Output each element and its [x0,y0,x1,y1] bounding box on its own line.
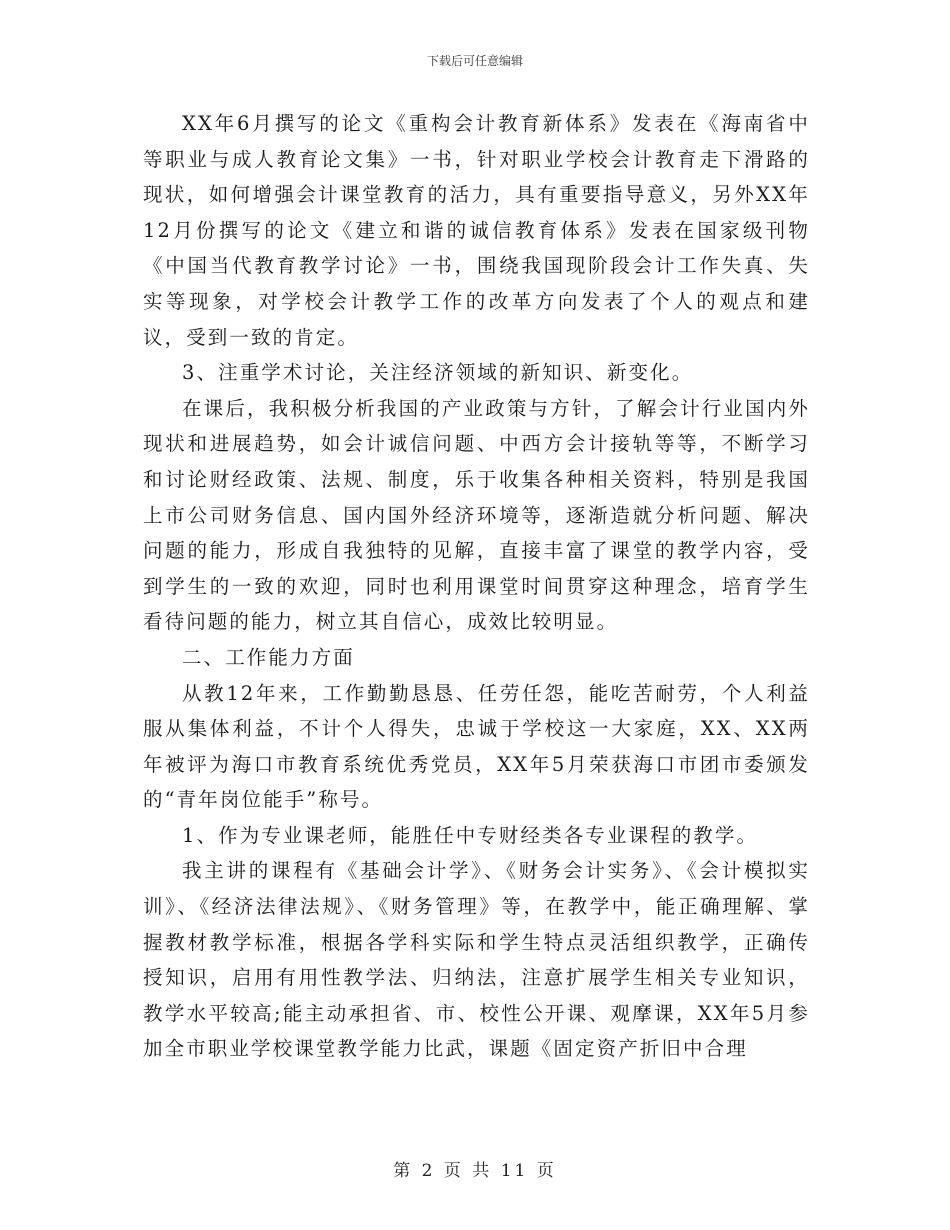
paragraph-teaching-years: 从教12年来，工作勤勤恳恳、任劳任怨，能吃苦耐劳，个人利益服从集体利益，不计个人得失，忠诚于学校这一大家庭，XX、XX两年被评为海口市教育系统优秀党员，XX年5月荣获海口市团市委颁发的“青年岗位能手”称号。 [143,681,810,812]
paragraph-heading-professional-teacher: 1、作为专业课老师，能胜任中专财经类各专业课程的教学。 [182,823,759,847]
page-number: 第 2 页 共 11 页 [393,1161,557,1181]
document-body [143,106,810,1067]
page-header: 下载后可任意编辑 [426,54,523,68]
paragraph-courses-taught: 我主讲的课程有《基础会计学》、《财务会计实务》、《会计模拟实训》、《经济法律法规》、《财务管理》等，在教学中，能正确理解、掌握教材教学标准，根据各学科实际和学生特点灵活组织教学，正确传授知识，启用有用性教学法、归纳法，注意扩展学生相关专业知识，教学水平较高;能主动承担省、市、校性公开课、观摩课，XX年5月参加全市职业学校课堂教学能力比武，课题《固定资产折旧中合理 [143,859,810,1061]
paragraph-heading-academic-discussion: 3、注重学术讨论，关注经济领域的新知识、新变化。 [182,361,694,385]
section-heading-work-ability: 二、工作能力方面 [182,645,355,669]
paragraph-thesis-publications: XX年6月撰写的论文《重构会计教育新体系》发表在《海南省中等职业与成人教育论文集》一书，针对职业学校会计教育走下滑路的现状，如何增强会计课堂教育的活力，具有重要指导意义，另外XX年12月份撰写的论文《建立和谐的诚信教育体系》发表在国家级刊物《中国当代教育教学讨论》一书，围绕我国现阶段会计工作失真、失实等现象，对学校会计教学工作的改革方向发表了个人的观点和建议，受到一致的肯定。 [143,112,810,349]
paragraph-after-class-study: 在课后，我积极分析我国的产业政策与方针，了解会计行业国内外现状和进展趋势，如会计诚信问题、中西方会计接轨等等，不断学习和讨论财经政策、法规、制度，乐于收集各种相关资料，特别是我国上市公司财务信息、国内国外经济环境等，逐渐造就分析问题、解决问题的能力，形成自我独特的见解，直接丰富了课堂的教学内容，受到学生的一致的欢迎，同时也利用课堂时间贯穿这种理念，培育学生看待问题的能力，树立其自信心，成效比较明显。 [143,396,810,634]
